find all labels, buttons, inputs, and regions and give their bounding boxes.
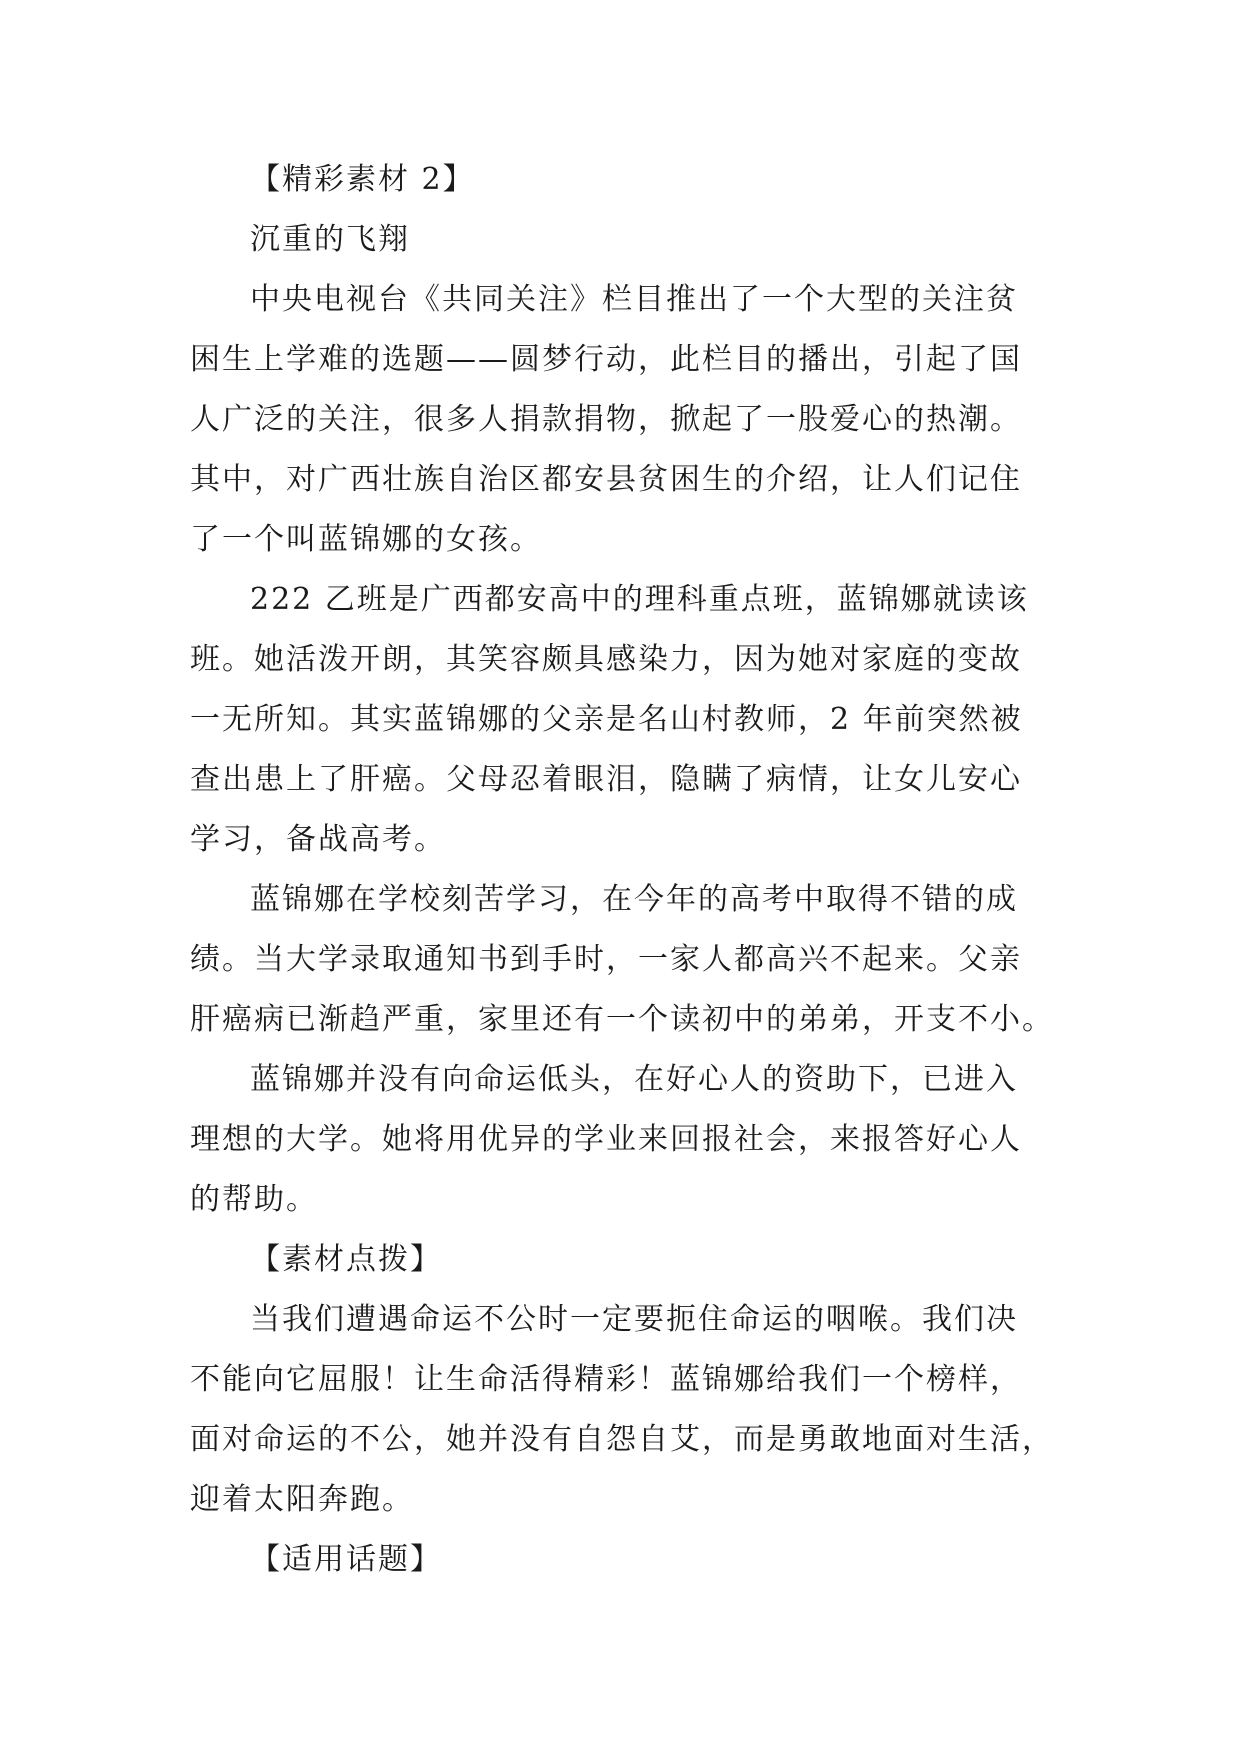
paragraph-line: 蓝锦娜并没有向命运低头，在好心人的资助下，已进入 xyxy=(250,1062,1018,1097)
paragraph-class xyxy=(190,570,1050,870)
paragraph-line: 不能向它屈服！让生命活得精彩！蓝锦娜给我们一个榜样， xyxy=(190,1362,1022,1397)
paragraph-line: 困生上学难的选题——圆梦行动，此栏目的播出，引起了国 xyxy=(190,342,1022,377)
paragraph-line: 一无所知。其实蓝锦娜的父亲是名山村教师，2 年前突然被 xyxy=(190,702,1023,737)
paragraph-university xyxy=(190,1050,1050,1230)
paragraph-line: 蓝锦娜在学校刻苦学习，在今年的高考中取得不错的成 xyxy=(250,882,1018,917)
paragraph-line: 222 乙班是广西都安高中的理科重点班，蓝锦娜就读该 xyxy=(250,582,1029,617)
document-body xyxy=(190,150,1054,1590)
paragraph-line: 其中，对广西壮族自治区都安县贫困生的介绍，让人们记住 xyxy=(190,462,1022,497)
section-heading-topics: 【适用话题】 xyxy=(250,1542,442,1577)
paragraph-line: 理想的大学。她将用优异的学业来回报社会，来报答好心人 xyxy=(190,1122,1022,1157)
paragraph-line: 肝癌病已渐趋严重，家里还有一个读初中的弟弟，开支不小。 xyxy=(190,1002,1054,1037)
paragraph-line: 学习，备战高考。 xyxy=(190,822,446,857)
paragraph-line: 班。她活泼开朗，其笑容颇具感染力，因为她对家庭的变故 xyxy=(190,642,1022,677)
paragraph-line: 人广泛的关注，很多人捐款捐物，掀起了一股爱心的热潮。 xyxy=(190,402,1022,437)
paragraph-line: 面对命运的不公，她并没有自怨自艾，而是勇敢地面对生活， xyxy=(190,1422,1054,1457)
paragraph-intro xyxy=(190,270,1050,570)
paragraph-line: 查出患上了肝癌。父母忍着眼泪，隐瞒了病情，让女儿安心 xyxy=(190,762,1022,797)
paragraph-line: 当我们遭遇命运不公时一定要扼住命运的咽喉。我们决 xyxy=(250,1302,1018,1337)
paragraph-line: 的帮助。 xyxy=(190,1182,318,1217)
section-heading-material: 【精彩素材 2】 xyxy=(250,162,475,197)
paragraph-exam xyxy=(190,870,1054,1050)
section-heading-commentary: 【素材点拨】 xyxy=(250,1242,442,1277)
paragraph-commentary xyxy=(190,1290,1054,1530)
article-title: 沉重的飞翔 xyxy=(250,222,410,257)
paragraph-line: 了一个叫蓝锦娜的女孩。 xyxy=(190,522,542,557)
paragraph-line: 中央电视台《共同关注》栏目推出了一个大型的关注贫 xyxy=(250,282,1018,317)
paragraph-line: 迎着太阳奔跑。 xyxy=(190,1482,414,1517)
paragraph-line: 绩。当大学录取通知书到手时，一家人都高兴不起来。父亲 xyxy=(190,942,1022,977)
